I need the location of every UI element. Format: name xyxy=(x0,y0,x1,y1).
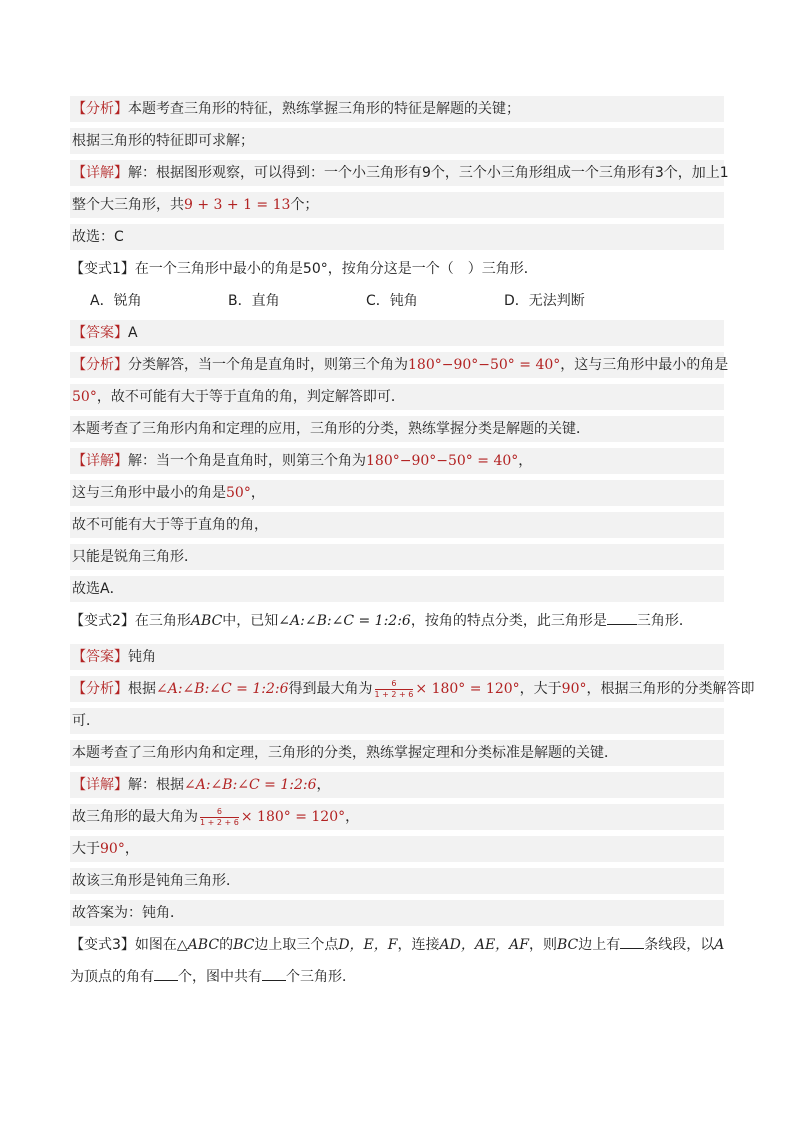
detail-tag: 【详解】 xyxy=(72,777,128,793)
variant1-options xyxy=(70,288,724,314)
q-text-d: ，连接 xyxy=(397,937,440,953)
variant3-question-2 xyxy=(70,964,724,990)
variant2-question xyxy=(70,608,724,634)
variant2-analysis-3 xyxy=(70,740,724,766)
variant2-analysis xyxy=(70,676,755,702)
variant1-detail xyxy=(70,448,724,474)
analysis-text-a: 根据 xyxy=(128,681,156,697)
angles-blank[interactable] xyxy=(154,966,178,981)
vertex-a: A xyxy=(714,937,725,953)
analysis-deg: 90° xyxy=(561,681,587,697)
variant1-answer xyxy=(70,320,724,346)
variant1-analysis-2 xyxy=(70,384,724,410)
detail-text-2a: 这与三角形中最小的角是 xyxy=(72,485,226,501)
analysis-text: 分类解答，当一个角是直角时，则第三个角为 xyxy=(128,357,408,373)
q-text-c: 边上取三个点 xyxy=(254,937,339,953)
analysis-text-2: 根据三角形的特征即可求解； xyxy=(72,133,254,149)
answer-value: 钝角 xyxy=(128,649,156,665)
analysis-tag: 【分析】 xyxy=(72,101,128,117)
variant1-analysis xyxy=(70,352,729,378)
fraction-numerator: 6 xyxy=(200,807,239,818)
variant2-detail-4 xyxy=(70,868,724,894)
q-text-e: ，则 xyxy=(529,937,557,953)
q-text-f: 边上有 xyxy=(578,937,621,953)
side-bc-2: BC xyxy=(557,937,579,953)
fraction xyxy=(200,807,239,828)
fraction xyxy=(375,679,414,700)
answer-tag: 【答案】 xyxy=(72,649,128,665)
q-text-2a: 为顶点的角有 xyxy=(70,969,154,985)
variant2-detail-2 xyxy=(70,804,724,830)
option-d: D．无法判断 xyxy=(504,293,585,309)
fraction-numerator: 6 xyxy=(375,679,414,690)
analysis-text-b: 得到最大角为 xyxy=(288,681,373,697)
variant1-detail-2 xyxy=(70,480,724,506)
variant1-detail-4 xyxy=(70,544,724,570)
detail-text-b: ， xyxy=(316,777,331,793)
analysis-text-3: 本题考查了三角形内角和定理的应用，三角形的分类，熟练掌握分类是解题的关键． xyxy=(72,421,590,437)
detail-text-4: 只能是锐角三角形． xyxy=(72,549,198,565)
analysis-math-2: 50° xyxy=(72,389,97,405)
analysis-text-2: 可． xyxy=(72,713,100,729)
q-text-b: 中，已知 xyxy=(222,613,279,629)
detail-ratio: ∠A:∠B:∠C = 1:2:6 xyxy=(184,777,317,793)
variant2-tag: 【变式2】 xyxy=(70,613,135,629)
detail-text: 解：当一个角是直角时，则第三个角为 xyxy=(128,453,366,469)
analysis-line-2 xyxy=(70,128,724,154)
detail-math-3: 90° xyxy=(100,841,125,857)
choose-text: 故选：C xyxy=(72,229,124,245)
detail-text-3a: 大于 xyxy=(72,841,100,857)
fraction-denominator: 1 + 2 + 6 xyxy=(374,689,414,699)
analysis-text-c: ，大于 xyxy=(519,681,562,697)
detail-text: 解：根据图形观察，可以得到：一个小三角形有9个，三个小三角形组成一个三角形有3个，加上1 xyxy=(128,165,729,181)
detail-text-2b: 个； xyxy=(290,197,319,213)
q-text-g: 条线段，以 xyxy=(644,937,715,953)
analysis-text-3: 本题考查了三角形内角和定理，三角形的分类，熟练掌握定理和分类标准是解题的关键． xyxy=(72,745,618,761)
detail-math: 9 + 3 + 1 = 13 xyxy=(184,197,291,213)
q-text-2b: 个，图中共有 xyxy=(178,969,262,985)
analysis-math: × 180° = 120° xyxy=(415,681,520,697)
detail-text-2a: 整个大三角形，共 xyxy=(72,197,184,213)
detail-text-a: 解：根据 xyxy=(128,777,184,793)
variant1-question xyxy=(70,256,724,282)
analysis-line xyxy=(70,96,724,122)
detail-text-b: ， xyxy=(518,453,533,469)
segments: AD，AE，AF xyxy=(439,937,529,953)
detail-text-3: 故不可能有大于等于直角的角， xyxy=(72,517,268,533)
document-page xyxy=(70,96,755,996)
detail-text-2b: ， xyxy=(345,809,360,825)
triangles-blank[interactable] xyxy=(262,966,286,981)
choose-line xyxy=(70,224,724,250)
answer-blank[interactable] xyxy=(607,610,637,625)
detail-text-4: 故该三角形是钝角三角形． xyxy=(72,873,240,889)
option-b: B．直角 xyxy=(228,293,280,309)
variant2-detail xyxy=(70,772,724,798)
choose-text: 故选A． xyxy=(72,581,124,597)
detail-math-2: 50° xyxy=(226,485,251,501)
variant1-analysis-3 xyxy=(70,416,724,442)
variant1-question-text: 在一个三角形中最小的角是50°，按角分这是一个（ ）三角形． xyxy=(134,261,538,277)
detail-text-2a: 故三角形的最大角为 xyxy=(72,809,198,825)
variant2-detail-3 xyxy=(70,836,724,862)
variant2-answer xyxy=(70,644,724,670)
triangle-name: △ABC xyxy=(176,937,220,953)
detail-line-2 xyxy=(70,192,724,218)
q-text-c: ，按角的特点分类，此三角形是 xyxy=(410,613,607,629)
variant1-choose xyxy=(70,576,724,602)
variant3-tag: 【变式3】 xyxy=(70,937,135,953)
answer-tag: 【答案】 xyxy=(72,325,128,341)
segments-blank[interactable] xyxy=(620,934,644,949)
q-text-2c: 个三角形． xyxy=(286,969,356,985)
angle-ratio: ∠A:∠B:∠C = 1:2:6 xyxy=(278,613,411,629)
variant3-question xyxy=(70,932,724,958)
analysis-math: 180°−90°−50° = 40° xyxy=(408,357,561,373)
variant2-analysis-2 xyxy=(70,708,724,734)
detail-tag: 【详解】 xyxy=(72,453,128,469)
q-text-b: 的 xyxy=(219,937,234,953)
detail-tag: 【详解】 xyxy=(72,165,128,181)
detail-text-3b: ， xyxy=(124,841,139,857)
analysis-ratio: ∠A:∠B:∠C = 1:2:6 xyxy=(156,681,289,697)
q-text-d: 三角形． xyxy=(636,613,693,629)
analysis-text-b: ，这与三角形中最小的角是 xyxy=(560,357,729,373)
variant1-detail-3 xyxy=(70,512,724,538)
analysis-text-2: ，故不可能有大于等于直角的角，判定解答即可． xyxy=(96,389,405,405)
detail-text-2b: ， xyxy=(250,485,265,501)
analysis-tag: 【分析】 xyxy=(72,357,128,373)
analysis-text-d: ，根据三角形的分类解答即 xyxy=(586,681,755,697)
variant2-detail-5 xyxy=(70,900,724,926)
detail-math: 180°−90°−50° = 40° xyxy=(366,453,519,469)
detail-text-5: 故答案为：钝角． xyxy=(72,905,184,921)
option-a: A．锐角 xyxy=(90,293,142,309)
analysis-tag: 【分析】 xyxy=(72,681,128,697)
variant1-tag: 【变式1】 xyxy=(70,261,135,277)
option-c: C．钝角 xyxy=(366,293,418,309)
side-bc: BC xyxy=(233,937,255,953)
answer-value: A xyxy=(128,325,138,341)
points: D，E，F xyxy=(338,937,398,953)
detail-math-2: × 180° = 120° xyxy=(240,809,346,825)
q-text-a: 如图在 xyxy=(134,937,177,953)
detail-line xyxy=(70,160,729,186)
fraction-denominator: 1 + 2 + 6 xyxy=(200,817,239,827)
analysis-text: 本题考查三角形的特征，熟练掌握三角形的特征是解题的关键； xyxy=(128,101,520,117)
triangle-name: ABC xyxy=(190,613,223,629)
q-text-a: 在三角形 xyxy=(134,613,191,629)
